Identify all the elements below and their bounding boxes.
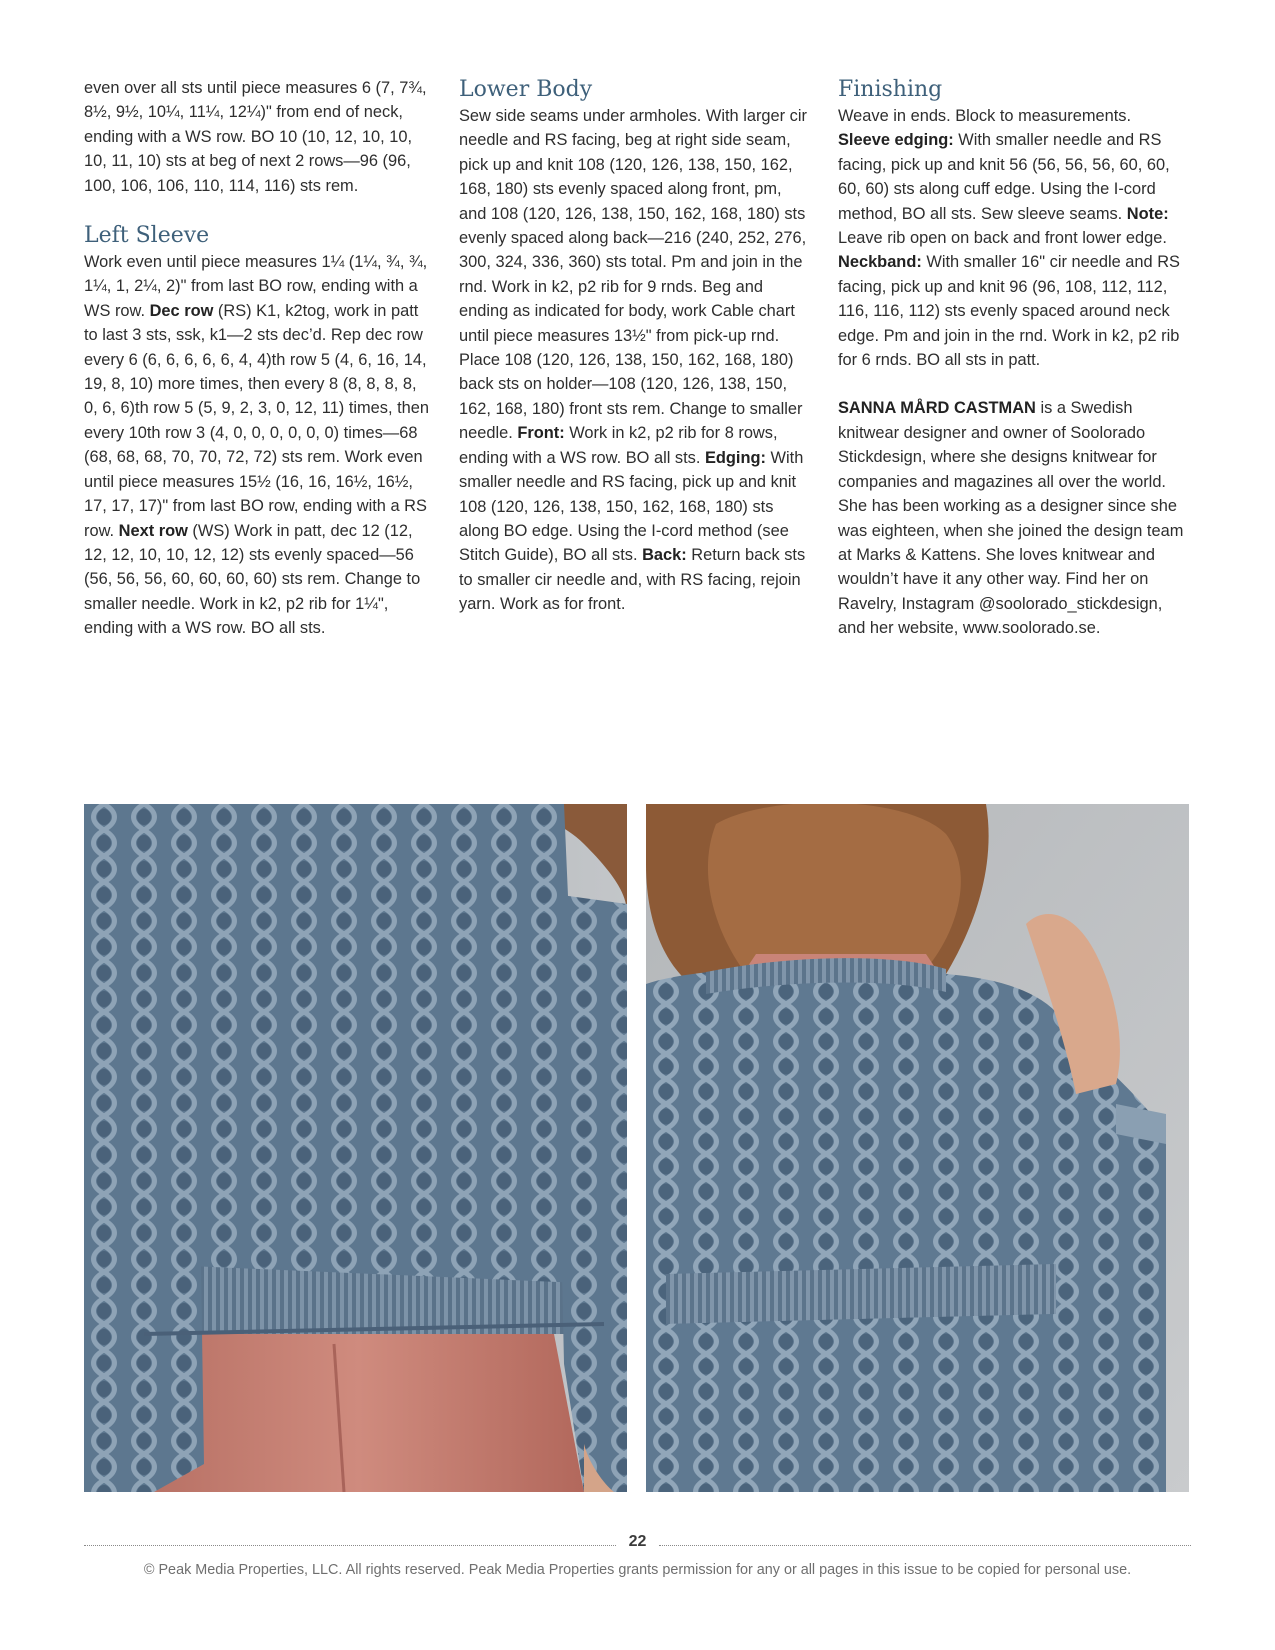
designer-bio: SANNA MÅRD CASTMAN is a Swedish knitwear designer and owner of Soolorado Stickdesign, where she designs knitwear for companies and magazines all over the world. She has been working as a designer since she was eighteen, when she joined the design team at Marks & Kattens. She loves knitwear and wouldn’t have it any other way. Find her on Ravelry, Instagram @soolorado_stickdesign, and her website, www.soolorado.se. — [838, 399, 1184, 638]
page-number: 22 — [628, 1533, 647, 1550]
finishing-paragraph: Weave in ends. Block to measurements. Sleeve edging: With smaller needle and RS facing, pick up and knit 56 (56, 56, 56, 60, 60, 60, 60) sts along cuff edge. Using the I-cord method, BO all sts. Sew sleeve seams. Note: Leave rib open on back and front lower edge. Neckband: With smaller 16" cir needle and RS facing, pick up and knit 96 (96, 108, 112, 112, 116, 116, 112) sts evenly spaced around neck edge. Pm and join in the rnd. Work in k2, p2 rib for 6 rnds. BO all sts in patt. — [838, 107, 1180, 370]
column-3 — [838, 76, 1186, 641]
sweater-front-photo — [84, 804, 627, 1492]
sweater-back-photo — [646, 804, 1189, 1492]
finishing-heading: Finishing — [838, 77, 943, 102]
col1-paragraph: even over all sts until piece measures 6 (7, 7¾, 8½, 9½, 10¼, 11¼, 12¼)" from end of neck, ending with a WS row. BO 10 (10, 12, 10, 10, 10, 11, 10) sts at beg of next 2 rows—96 (96, 100, 106, 106, 110, 114, 116) sts rem. — [84, 79, 427, 195]
footer-rule-left — [84, 1545, 616, 1546]
column-2 — [459, 76, 811, 617]
lower-body-heading: Lower Body — [459, 77, 593, 102]
lower-body-paragraph: Sew side seams under armholes. With larger cir needle and RS facing, beg at right side seam, pick up and knit 108 (120, 126, 138, 150, 162, 168, 180) sts evenly spaced along front, pm, and 108 (120, 126, 138, 150, 162, 168, 180) sts evenly spaced along back—216 (240, 252, 276, 300, 324, 336, 360) sts total. Pm and join in the rnd. Work in k2, p2 rib for 9 rnds. Beg and ending as indicated for body, work Cable chart until piece measures 13½" from pick-up rnd. Place 108 (120, 126, 138, 150, 162, 168, 180) back sts on holder—108 (120, 126, 138, 150, 162, 168, 180) front sts rem. Change to smaller needle. Front: Work in k2, p2 rib for 8 rows, ending with a WS row. BO all sts. Edging: With smaller needle and RS facing, pick up and knit 108 (120, 126, 138, 150, 162, 168, 180) sts along BO edge. Using the I-cord method (see Stitch Guide), BO all sts. Back: Return back sts to smaller cir needle and, with RS facing, rejoin yarn. Work as for front. — [459, 107, 807, 614]
copyright-notice: © Peak Media Properties, LLC. All rights reserved. Peak Media Properties grants permission for any or all pages in this issue to be copied for personal use. — [143, 1562, 1132, 1578]
footer-rule-right — [659, 1545, 1191, 1546]
column-1 — [84, 76, 432, 641]
left-sleeve-paragraph: Work even until piece measures 1¼ (1¼, ¾, ¾, 1¼, 1, 2¼, 2)" from last BO row, ending with a WS row. Dec row (RS) K1, k2tog, work in patt to last 3 sts, ssk, k1—2 sts dec’d. Rep dec row every 6 (6, 6, 6, 6, 6, 4, 4)th row 5 (4, 6, 16, 14, 19, 8, 10) more times, then every 8 (8, 8, 8, 8, 0, 6, 6)th row 5 (5, 9, 2, 3, 0, 12, 11) times, then every 10th row 3 (4, 0, 0, 0, 0, 0, 0) times—68 (68, 68, 68, 70, 70, 72, 72) sts rem. Work even until piece measures 15½ (16, 16, 16½, 16½, 17, 17, 17)" from last BO row, ending with a RS row. Next row (WS) Work in patt, dec 12 (12, 12, 12, 10, 10, 12, 12) sts evenly spaced—56 (56, 56, 56, 60, 60, 60, 60) sts rem. Change to smaller needle. Work in k2, p2 rib for 1¼", ending with a WS row. BO all sts. — [84, 253, 429, 638]
left-sleeve-heading: Left Sleeve — [84, 223, 210, 249]
